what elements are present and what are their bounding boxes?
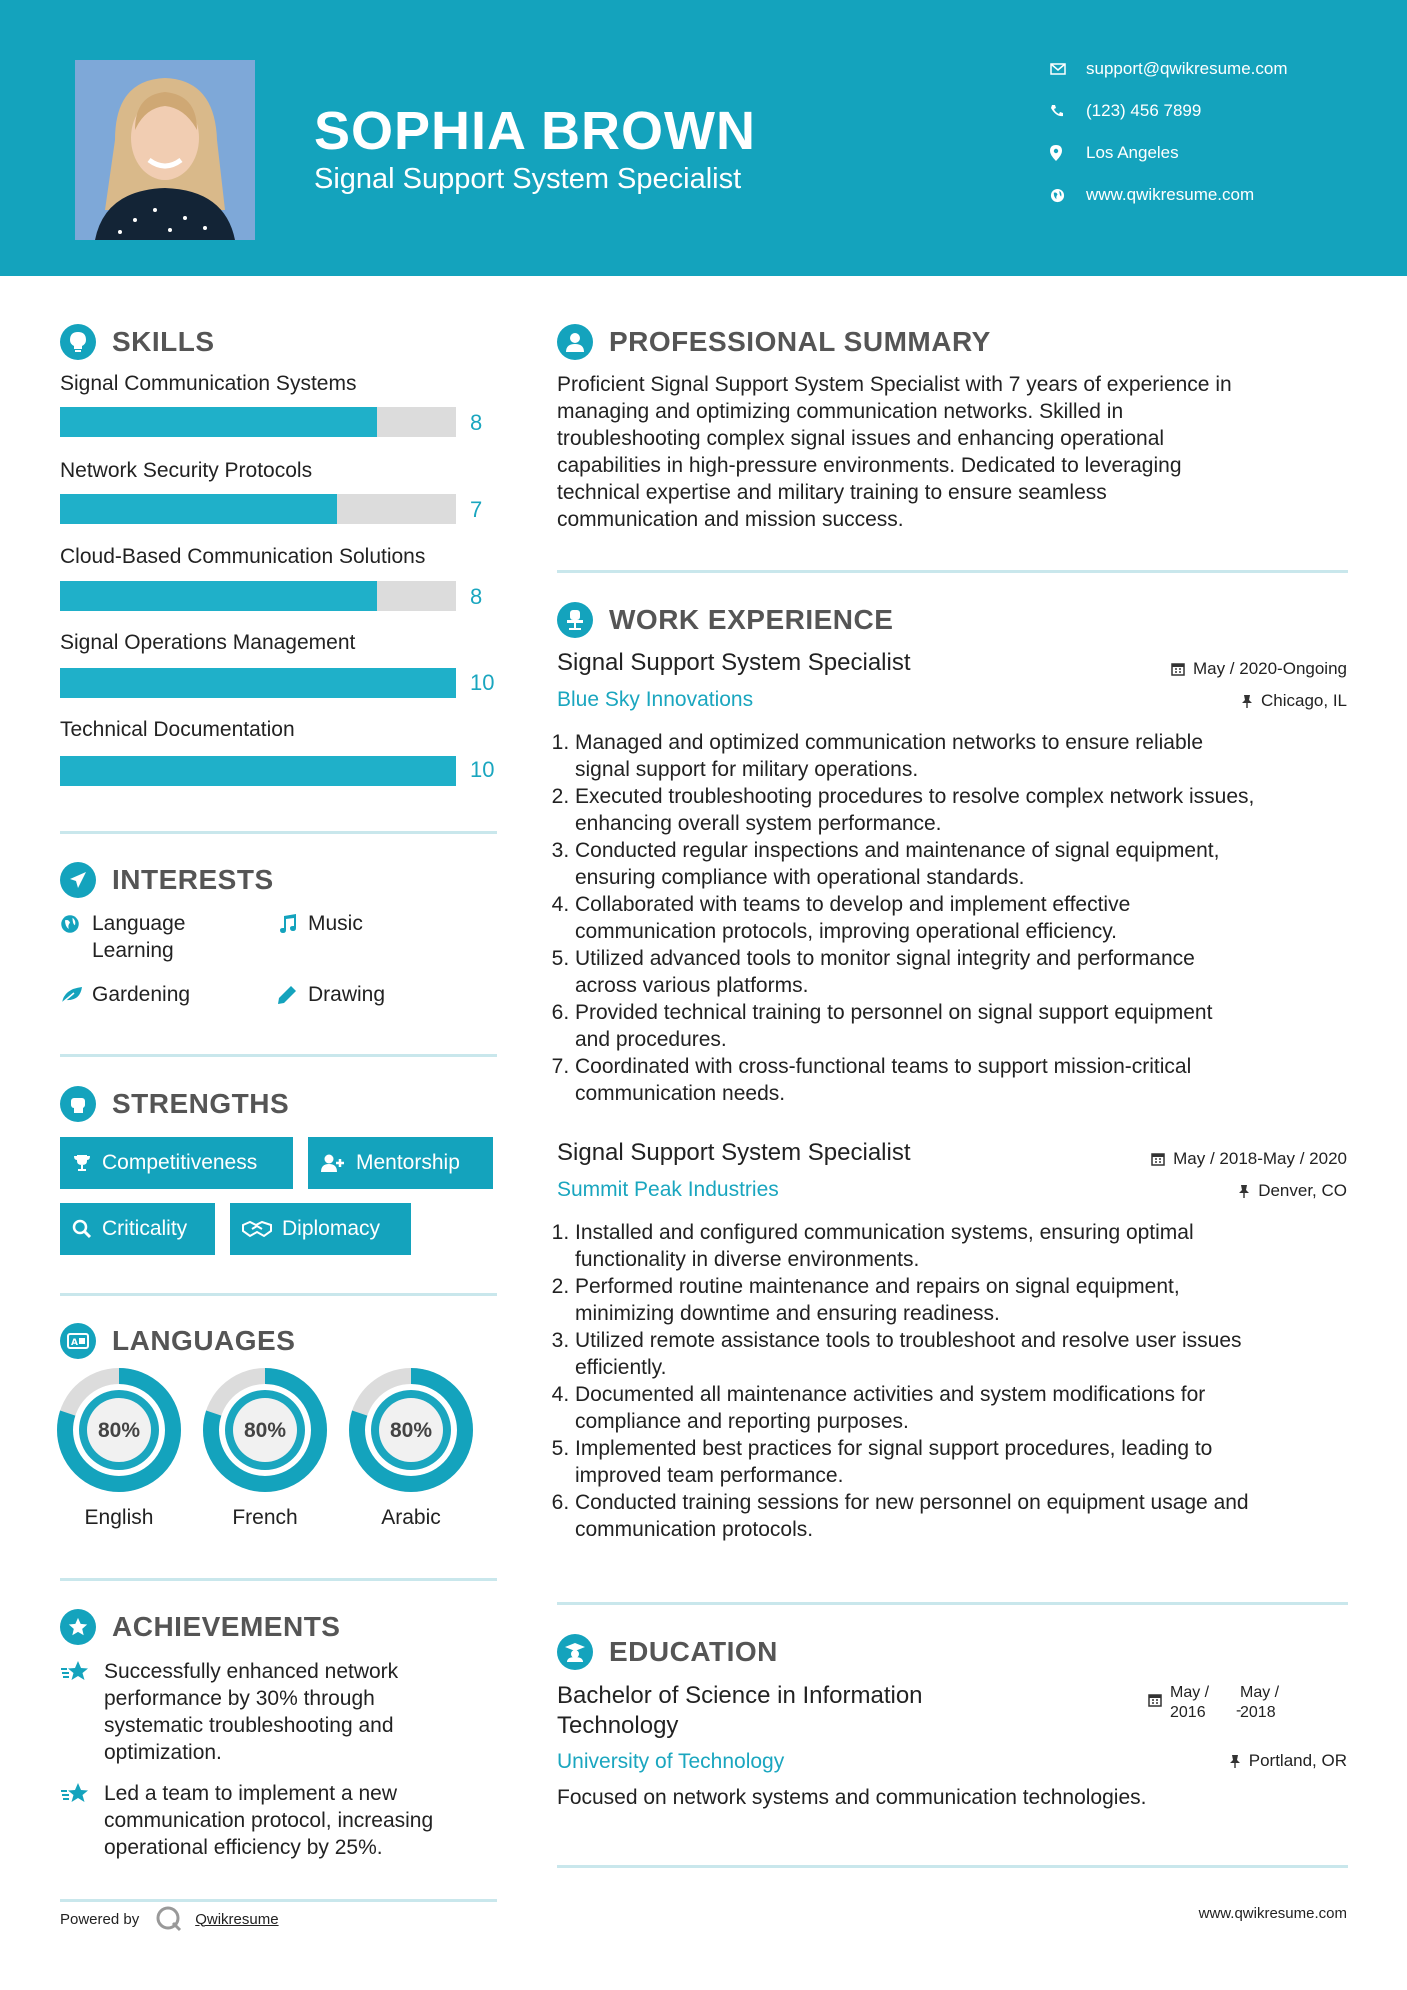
star-icon	[60, 1780, 104, 1861]
skill-label: Signal Operations Management	[60, 631, 356, 654]
envelope-icon	[1050, 59, 1086, 79]
job-location: Denver, CO	[1238, 1181, 1347, 1201]
header-banner	[0, 0, 1407, 276]
skill-bar	[60, 668, 456, 698]
job-title: Signal Support System Specialist	[557, 649, 911, 676]
section-divider	[60, 1578, 497, 1581]
job-title: Signal Support System Specialist	[557, 1139, 911, 1166]
summary-heading: PROFESSIONAL SUMMARY	[557, 324, 991, 360]
skill-value: 8	[470, 410, 483, 435]
achievement-item: Successfully enhanced network performance by 30% through systematic troubleshooting and optimization.	[60, 1658, 398, 1766]
skill-label: Technical Documentation	[60, 718, 295, 741]
calendar-icon	[1148, 1693, 1162, 1712]
company-name[interactable]: Summit Peak Industries	[557, 1178, 779, 1201]
globe-icon	[60, 910, 92, 937]
duty-item: 4. Documented all maintenance activities and system modifications for compliance and reporting purposes.	[575, 1381, 1365, 1435]
education-description: Focused on network systems and communication technologies.	[557, 1786, 1147, 1809]
phone-icon	[1050, 101, 1086, 121]
strength-tag: Competitiveness	[60, 1137, 293, 1189]
achievements-heading: ACHIEVEMENTS	[60, 1609, 340, 1645]
language-icon	[60, 1323, 96, 1359]
duty-item: 7. Coordinated with cross-functional teams to support mission-critical communication needs.	[575, 1053, 1365, 1107]
skill-label: Signal Communication Systems	[60, 372, 357, 395]
strength-tag: Diplomacy	[230, 1203, 411, 1255]
trophy-icon	[72, 1153, 92, 1173]
duty-item: 6. Provided technical training to personnel on signal support equipment and procedures.	[575, 999, 1365, 1053]
skill-bar-fill	[60, 494, 337, 524]
skill-value: 7	[470, 497, 483, 522]
skill-bar	[60, 581, 456, 611]
job-duties	[575, 1219, 1365, 1543]
section-divider	[557, 570, 1348, 573]
duty-item: 5. Utilized advanced tools to monitor signal integrity and performance across various platforms.	[575, 945, 1365, 999]
candidate-role: Signal Support System Specialist	[314, 163, 742, 195]
language-percent: 80%	[97, 1419, 141, 1442]
interest-item: Language Learning	[60, 910, 185, 964]
lightbulb-icon	[60, 324, 96, 360]
user-plus-icon	[320, 1153, 346, 1173]
pushpin-icon	[1238, 1184, 1250, 1198]
interest-item: Music	[276, 910, 363, 937]
skill-label: Network Security Protocols	[60, 459, 313, 482]
paper-plane-icon	[60, 862, 96, 898]
skill-value: 10	[470, 757, 495, 782]
music-note-icon	[276, 910, 308, 937]
language-rings	[0, 1360, 520, 1500]
skill-bar-fill	[60, 668, 456, 698]
education-heading: EDUCATION	[557, 1634, 778, 1670]
search-icon	[72, 1219, 92, 1239]
globe-icon	[1050, 185, 1086, 205]
contact-website[interactable]: www.qwikresume.com	[1050, 185, 1254, 205]
strengths-heading: STRENGTHS	[60, 1086, 289, 1122]
duty-item: 1. Installed and configured communication systems, ensuring optimal functionality in diverse environments.	[575, 1219, 1365, 1273]
duty-item: 4. Collaborated with teams to develop and implement effective communication protocols, improving operational efficiency.	[575, 891, 1365, 945]
skill-value: 10	[470, 670, 495, 695]
job-dates: May / 2020-Ongoing	[1171, 659, 1347, 679]
skill-label: Cloud-Based Communication Solutions	[60, 545, 426, 568]
duty-item: 5. Implemented best practices for signal support procedures, leading to improved team performance.	[575, 1435, 1365, 1489]
calendar-icon	[1151, 1152, 1165, 1166]
language-name: English	[84, 1506, 154, 1529]
skills-heading: SKILLS	[60, 324, 215, 360]
duty-item: 6. Conducted training sessions for new personnel on equipment usage and communication protocols.	[575, 1489, 1365, 1543]
contact-location: Los Angeles	[1050, 143, 1179, 163]
pencil-icon	[276, 981, 308, 1008]
language-name: Arabic	[381, 1506, 441, 1529]
star-icon	[60, 1658, 104, 1766]
language-percent: 80%	[389, 1419, 433, 1442]
duty-item: 2. Performed routine maintenance and repairs on signal equipment, minimizing downtime and ensuring readiness.	[575, 1273, 1365, 1327]
duty-item: 2. Executed troubleshooting procedures to resolve complex network issues, enhancing overall system performance.	[575, 783, 1365, 837]
interest-item: Gardening	[60, 981, 190, 1008]
star-badge-icon	[60, 1609, 96, 1645]
graduate-icon	[557, 1634, 593, 1670]
education-dates: May / 2016 May / - 2018	[1148, 1683, 1279, 1723]
section-divider	[60, 831, 497, 834]
achievement-item: Led a team to implement a new communication protocol, increasing operational efficiency by 25%.	[60, 1780, 433, 1861]
interest-item: Drawing	[276, 981, 385, 1008]
contact-email[interactable]: support@qwikresume.com	[1050, 59, 1288, 79]
job-duties	[575, 729, 1365, 1107]
experience-heading: WORK EXPERIENCE	[557, 602, 893, 638]
strength-tag: Mentorship	[308, 1137, 493, 1189]
skill-bar	[60, 494, 456, 524]
qwikresume-logo-icon	[155, 1905, 183, 1933]
skill-value: 8	[470, 584, 483, 609]
footer-powered-by: Powered by Qwikresume	[60, 1905, 279, 1933]
language-percent: 80%	[243, 1419, 287, 1442]
section-divider	[60, 1293, 497, 1296]
school-location: Portland, OR	[1229, 1751, 1347, 1771]
skill-bar-fill	[60, 407, 377, 437]
handshake-icon	[242, 1220, 272, 1238]
user-icon	[557, 324, 593, 360]
footer-brand-link[interactable]: Qwikresume	[195, 1910, 279, 1928]
interests-heading: INTERESTS	[60, 862, 274, 898]
skill-bar	[60, 407, 456, 437]
duty-item: 1. Managed and optimized communication networks to ensure reliable signal support for military operations.	[575, 729, 1365, 783]
strength-tag: Criticality	[60, 1203, 215, 1255]
calendar-icon	[1171, 662, 1185, 676]
skill-bar	[60, 756, 456, 786]
skill-bar-fill	[60, 581, 377, 611]
pushpin-icon	[1229, 1754, 1241, 1768]
languages-heading: A LANGUAGES	[60, 1323, 295, 1359]
location-pin-icon	[1050, 143, 1086, 163]
office-chair-icon	[557, 602, 593, 638]
degree-title: Bachelor of Science in Information Technology	[557, 1682, 923, 1739]
duty-item: 3. Utilized remote assistance tools to troubleshoot and resolve user issues efficiently.	[575, 1327, 1365, 1381]
profile-photo	[75, 60, 255, 240]
school-name[interactable]: University of Technology	[557, 1750, 785, 1773]
job-location: Chicago, IL	[1241, 691, 1347, 711]
section-divider	[557, 1602, 1348, 1605]
leaf-icon	[60, 981, 92, 1008]
duty-item: 3. Conducted regular inspections and maintenance of signal equipment, ensuring compliance with operational standards.	[575, 837, 1365, 891]
language-name: French	[232, 1506, 298, 1529]
company-name[interactable]: Blue Sky Innovations	[557, 688, 754, 711]
svg-text:A: A	[71, 1338, 79, 1348]
section-divider	[557, 1865, 1348, 1868]
section-divider	[60, 1899, 497, 1902]
pushpin-icon	[1241, 694, 1253, 708]
contact-phone[interactable]: (123) 456 7899	[1050, 101, 1201, 121]
job-dates: May / 2018-May / 2020	[1151, 1149, 1347, 1169]
skill-bar-fill	[60, 756, 456, 786]
candidate-name: SOPHIA BROWN	[314, 101, 756, 161]
fist-icon	[60, 1086, 96, 1122]
section-divider	[60, 1054, 497, 1057]
summary-text: Proficient Signal Support System Specialist with 7 years of experience in managing and optimizing communication networks. Skilled in troubleshooting complex signal issues and enhancing operational capabilities in high-pressure environments. Dedicated to leveraging technical expertise and military training to ensure seamless communication and mission success.	[557, 373, 1232, 531]
footer-website[interactable]: www.qwikresume.com	[1198, 1905, 1347, 1922]
